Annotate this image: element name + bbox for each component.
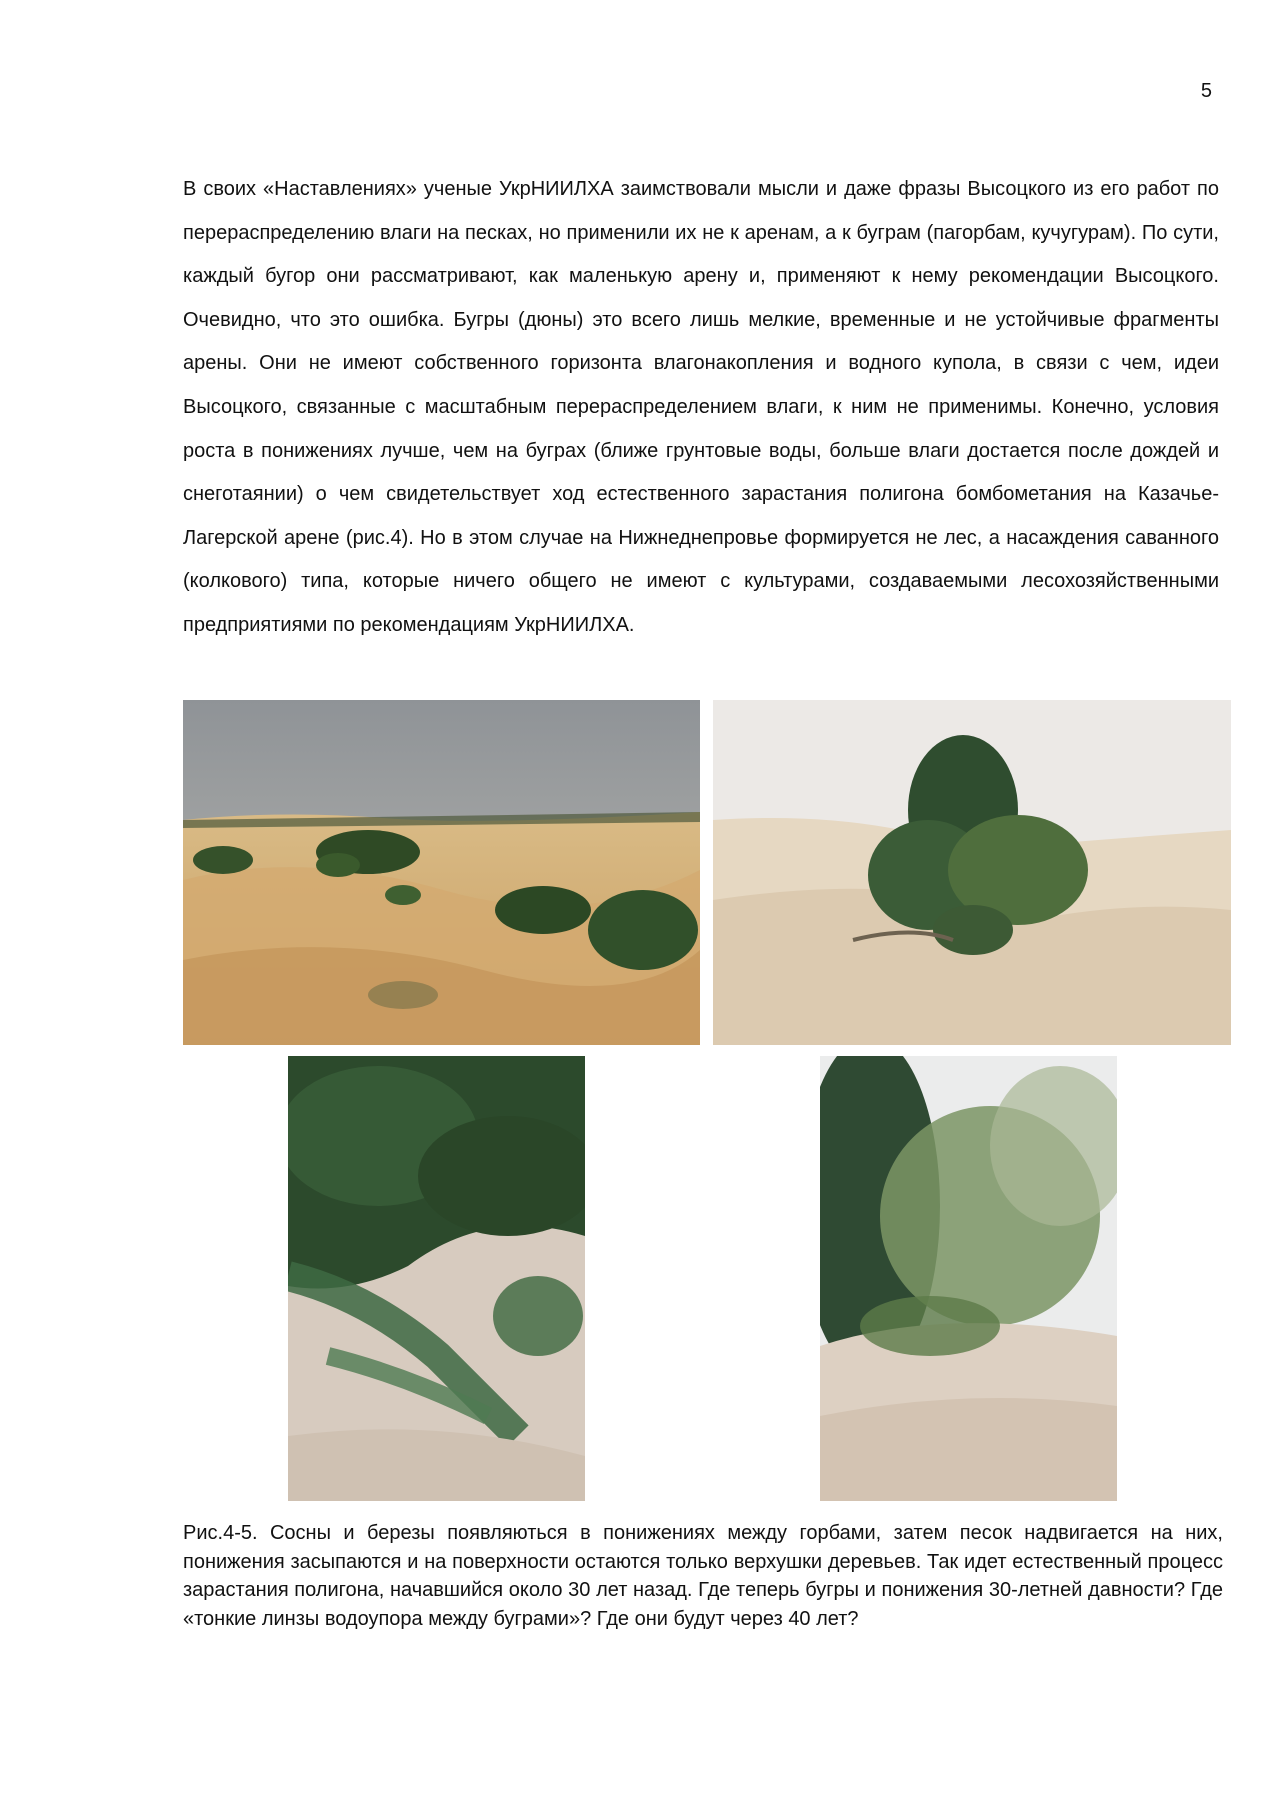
figure-caption: Рис.4-5. Сосны и березы появляються в понижениях между горбами, затем песок надвигается на них, понижения засыпаются и на поверхности остаются только верхушки деревьев. Так идет естественный процесс зарастания полигона, начавшийся около 30 лет назад. Где теперь бугры и понижения 30-летней давности? Где «тонкие линзы водоупора между буграми»? Где они будут через 40 лет? — [183, 1522, 1223, 1630]
dune-landscape-photo — [183, 700, 700, 1045]
birch-pine-sand-photo — [820, 1056, 1117, 1501]
pine-branches-sand-photo — [288, 1056, 585, 1501]
body-paragraph: В своих «Наставлениях» ученые УкрНИИЛХА заимствовали мысли и даже фразы Высоцкого из его работ по перераспределению влаги на песках, но применили их не к аренам, а к буграм (пагорбам, кучугурам). По сути, каждый бугор они рассматривают, как маленькую арену и, применяют к нему рекомендации Высоцкого. Очевидно, что это ошибка. Бугры (дюны) это всего лишь мелкие, временные и не устойчивые фрагменты арены. Они не имеют собственного горизонта влагонакопления и водного купола, в связи с чем, идеи Высоцкого, связанные с масштабным перераспределением влаги, к ним не применимы. Конечно, условия роста в понижениях лучше, чем на буграх (ближе грунтовые воды, больше влаги достается после дождей и снеготаянии) о чем свидетельствует ход естественного зарастания полигона бомбометания на Казачье-Лагерской арене (рис.4). Но в этом случае на Нижнеднепровье формируется не лес, а насаждения саванного (колкового) типа, которые ничего общего не имеют с культурами, создаваемыми лесохозяйственными предприятиями по рекомендациям УкрНИИЛХА. — [183, 178, 1219, 636]
page-number: 5 — [1200, 80, 1212, 102]
pine-in-dune-photo — [713, 700, 1231, 1045]
